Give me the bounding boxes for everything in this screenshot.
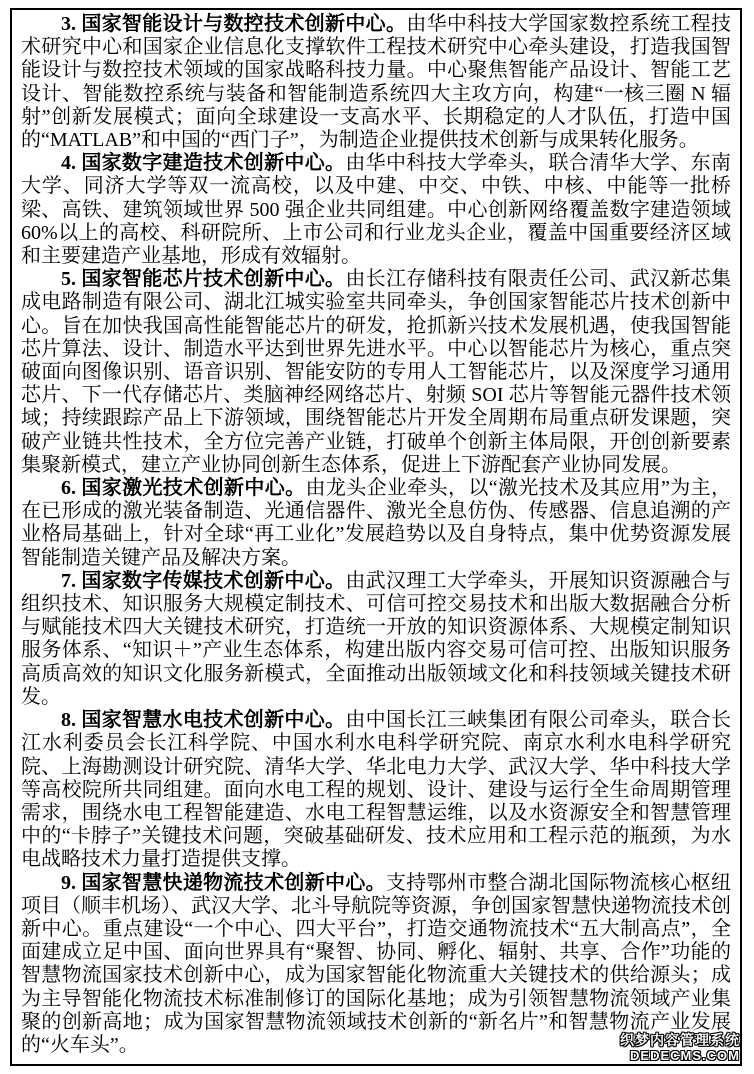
watermark-chinese-text: 织梦内容管理系统 xyxy=(620,1032,740,1048)
paragraph-heading: 8. 国家智慧水电技术创新中心。 xyxy=(61,709,346,732)
paragraph-body: 支持鄂州市整合湖北国际物流核心枢纽项目（顺丰机场）、武汉大学、北斗导航院等资源，争创国家智慧快递物流技术创新中心。重点建设“一个中心、四大平台”，打造交通物流技术“五大制高点”，全面建成立足中国、面向世界具有“聚智、协同、孵化、辐射、共享、合作”功能的智慧物流国家技术创新中心，成为国家智能化物流重大关键技术的供给源头；成为主导智能化物流技术标准制修订的国际化基地；成为引领智慧物流领域产业集聚的创新高地；成为国家智慧物流领域技术创新的“新名片”和智慧物流产业发展的“火车头”。 xyxy=(21,871,731,1056)
paragraph xyxy=(21,152,731,268)
paragraph-body: 由龙头企业牵头，以“激光技术及其应用”为主，在已形成的激光装备制造、光通信器件、激光全息仿伪、传感器、信息追溯的产业格局基础上，针对全球“再工业化”发展趋势以及自身特点，集中优势资源发展智能制造关键产品及解决方案。 xyxy=(21,477,731,569)
paragraph-heading: 4. 国家数字建造技术创新中心。 xyxy=(61,152,346,175)
page-frame xyxy=(10,8,742,1066)
watermark-domain-text: DEDECMS.COM xyxy=(630,1048,740,1063)
paragraph xyxy=(21,872,731,1058)
paragraph-body: 由长江存储科技有限责任公司、武汉新芯集成电路制造有限公司、湖北江城实验室共同牵头，争创国家智能芯片技术创新中心。旨在加快我国高性能智能芯片的研发，抢抓新兴技术发展机遇，使我国智能芯片算法、设计、制造水平达到世界先进水平。中心以智能芯片为核心，重点突破面向图像识别、语音识别、智能安防的专用人工智能芯片，以及深度学习通用芯片、下一代存储芯片、类脑神经网络芯片、射频 SOI 芯片等智能元器件技术领域；持续跟踪产品上下游领域，围绕智能芯片开发全周期布局重点研发课题，突破产业链共性技术，全方位完善产业链，打破单个创新主体局限，开创创新要素集聚新模式，建立产业协同创新生态体系，促进上下游配套产业协同发展。 xyxy=(21,268,731,476)
paragraph-body: 由华中科技大学国家数控系统工程技术研究中心和国家企业信息化支撑软件工程技术研究中心牵头建设，打造我国智能设计与数控技术领域的国家战略科技力量。中心聚焦智能产品设计、智能工艺设计、智能数控系统与装备和智能制造系统四大主攻方向，构建“一核三圈 N 辐射”创新发展模式；面向全球建设一支高水平、长期稳定的人才队伍，打造中国的“MATLAB”和中国的“西门子”，为制造企业提供技术创新与成果转化服务。 xyxy=(21,13,731,152)
paragraph-heading: 3. 国家智能设计与数控技术创新中心。 xyxy=(61,13,407,35)
paragraph xyxy=(21,570,731,709)
paragraph-heading: 9. 国家智慧快递物流技术创新中心。 xyxy=(61,871,386,894)
paragraph xyxy=(21,477,731,570)
paragraph-body: 由华中科技大学牵头，联合清华大学、东南大学、同济大学等双一流高校，以及中建、中交、中铁、中核、中能等一批桥梁、高铁、建筑领域世界 500 强企业共同组建。中心创新网络覆盖数字建造领域 60%以上的高校、科研院所、上市公司和行业龙头企业，覆盖中国重要经济区域和主要建造产业基地，形成有效辐射。 xyxy=(21,152,731,268)
paragraph xyxy=(21,13,731,152)
paragraph-body: 由武汉理工大学牵头，开展知识资源融合与组织技术、知识服务大规模定制技术、可信可控交易技术和出版大数据融合分析与赋能技术四大关键技术研究，打造统一开放的知识资源体系、大规模定制知识服务体系、“知识＋”产业生态体系，构建出版内容交易可信可控、出版知识服务高质高效的知识文化服务新模式，全面推动出版领域文化和科技领域关键技术研发。 xyxy=(21,569,731,708)
paragraph-heading: 5. 国家智能芯片技术创新中心。 xyxy=(61,268,346,291)
paragraph xyxy=(21,709,731,871)
paragraph xyxy=(21,268,731,477)
paragraph-heading: 6. 国家激光技术创新中心。 xyxy=(61,477,306,500)
document-body xyxy=(21,13,731,1057)
paragraph-body: 由中国长江三峡集团有限公司牵头，联合长江水利委员会长江科学院、中国水利水电科学研究院、南京水利水电科学研究院、上海勘测设计研究院、清华大学、华北电力大学、武汉大学、华中科技大学等高校院所共同组建。面向水电工程的规划、设计、建设与运行全生命周期管理需求，围绕水电工程智能建造、水电工程智慧运维，以及水资源安全和智慧管理中的“卡脖子”关键技术问题，突破基础研发、技术应用和工程示范的瓶颈，为水电战略技术力量打造提供支撑。 xyxy=(21,709,731,871)
paragraph-heading: 7. 国家数字传媒技术创新中心。 xyxy=(61,569,346,592)
watermark xyxy=(620,1033,740,1063)
